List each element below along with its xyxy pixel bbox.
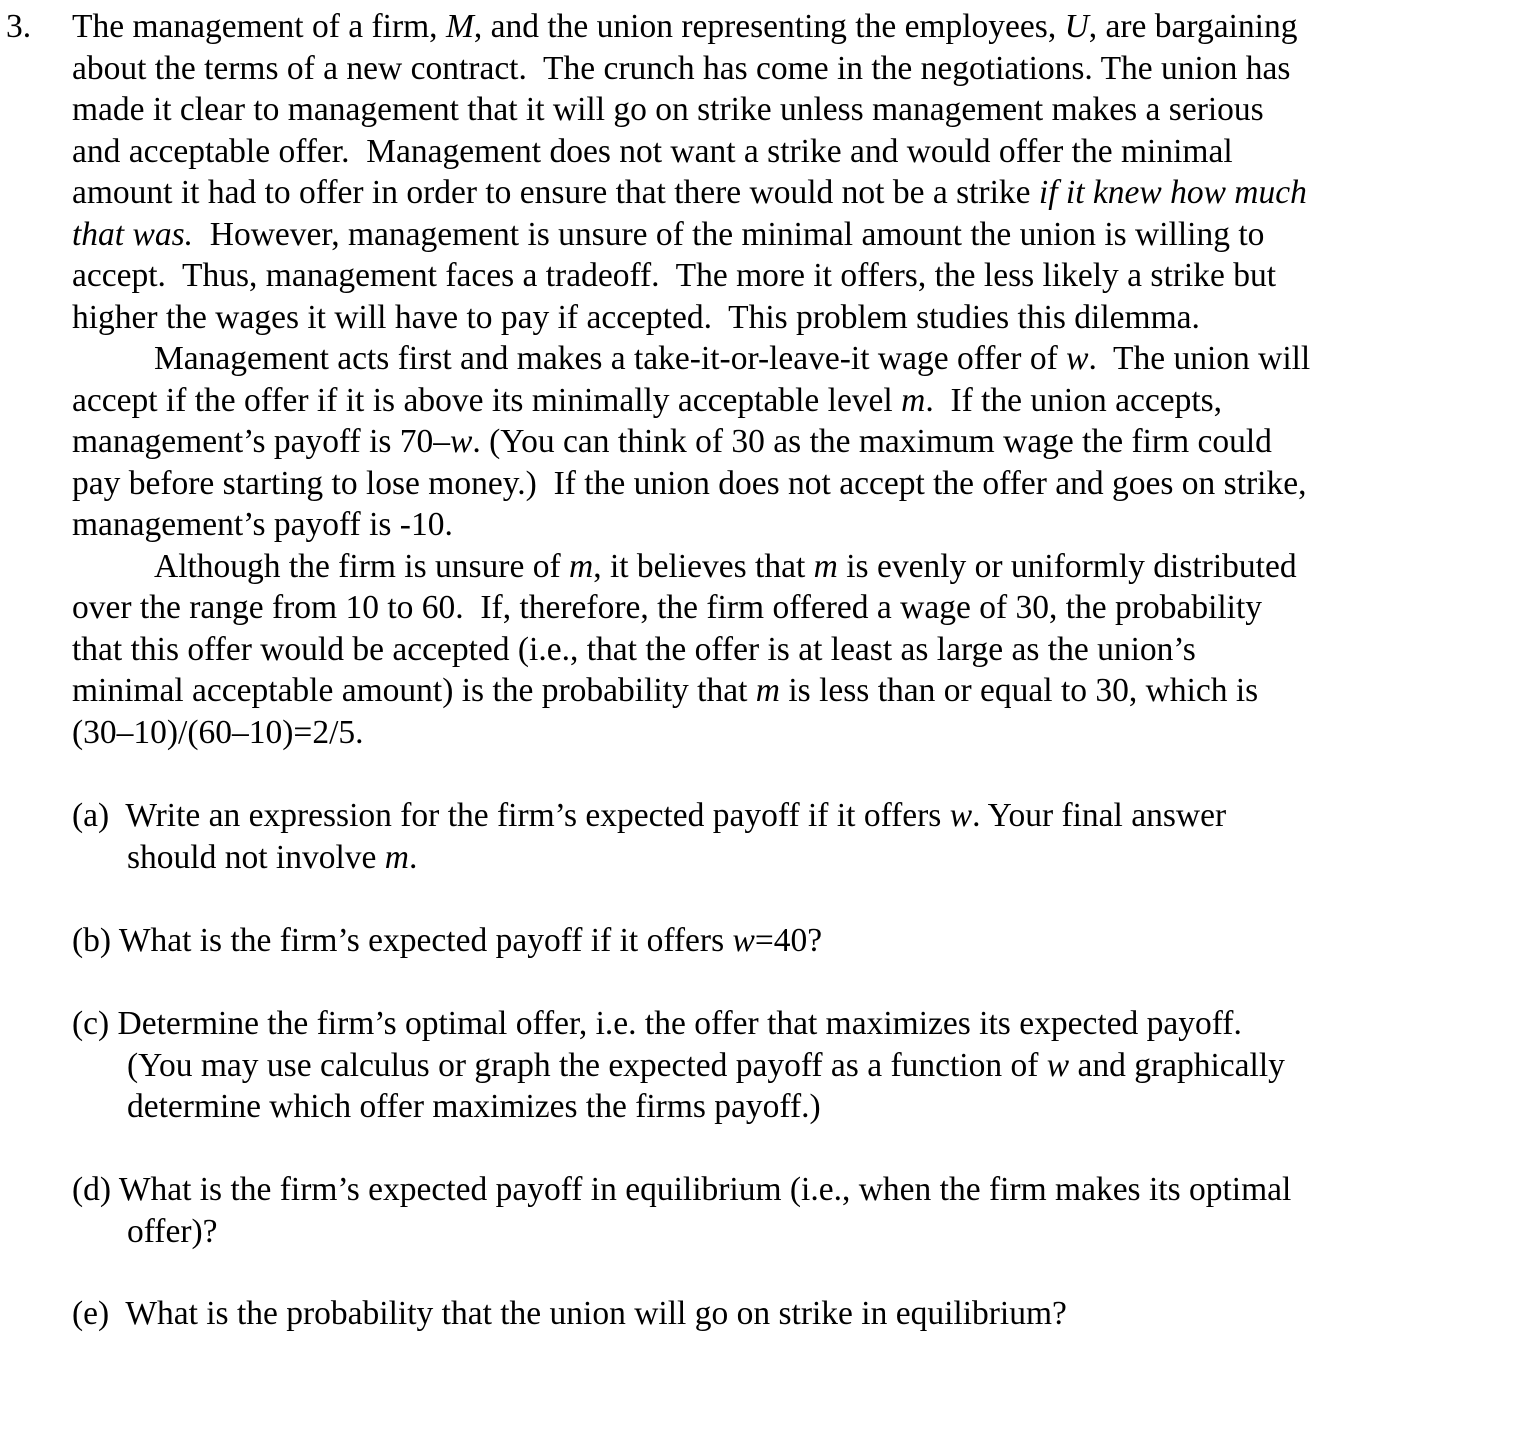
part-b xyxy=(72,920,1417,962)
stem-line xyxy=(72,214,1417,256)
text-segment: , it believes that xyxy=(593,547,814,585)
text-segment: . The union will xyxy=(1088,340,1311,377)
part-c-line xyxy=(72,1045,1417,1087)
stem-line xyxy=(72,338,1417,380)
text-segment: Management acts first and makes a take-it-or-leave-it wage offer of xyxy=(154,340,1067,377)
text-segment: minimal acceptable amount) is the probability that xyxy=(72,672,756,709)
part-c xyxy=(72,1003,1417,1128)
italic-text: m xyxy=(568,547,594,585)
italic-text: U xyxy=(1064,8,1089,45)
part-b-line xyxy=(72,920,1417,962)
text-segment: is less than or equal to 30, which is xyxy=(779,672,1259,709)
italic-text: m xyxy=(813,547,838,585)
italic-text: w xyxy=(1046,1046,1070,1084)
stem-line xyxy=(72,546,1417,588)
part-a xyxy=(72,795,1417,878)
problem-number: 3. xyxy=(6,8,32,45)
text-segment: management’s payoff is 70– xyxy=(72,423,451,460)
text-segment: amount it had to offer in order to ensure that there would not be a strike xyxy=(72,174,1039,211)
problem-stem xyxy=(72,6,1417,753)
text-segment: (30–10)/(60–10)=2/5. xyxy=(72,713,364,751)
text-segment: Although the firm is unsure of xyxy=(154,547,569,585)
text-segment: (e) What is the probability that the union will go on strike in equilibrium? xyxy=(72,1295,1067,1332)
part-e-line xyxy=(72,1293,1417,1335)
stem-line xyxy=(72,6,1417,48)
text-segment: . If the union accepts, xyxy=(925,381,1223,419)
text-segment: pay before starting to lose money.) If the union does not accept the offer and goes on strike, xyxy=(72,464,1307,502)
text-segment: is evenly or uniformly distributed xyxy=(837,547,1297,585)
text-segment: The management of a firm, xyxy=(72,8,446,45)
text-segment: However, management is unsure of the minimal amount the union is willing to xyxy=(193,215,1265,253)
stem-line xyxy=(72,89,1417,131)
italic-text: that was. xyxy=(72,215,193,253)
part-c-line xyxy=(72,1086,1417,1128)
italic-text: w xyxy=(949,797,973,834)
stem-line xyxy=(72,380,1417,422)
text-segment: . xyxy=(408,838,418,876)
part-d-line xyxy=(72,1169,1417,1211)
text-segment: offer)? xyxy=(127,1212,218,1250)
text-segment: over the range from 10 to 60. If, therefore, the firm offered a wage of 30, the probability xyxy=(72,589,1263,626)
text-segment: accept if the offer if it is above its minimally acceptable level xyxy=(72,381,902,419)
text-segment: =40? xyxy=(754,922,823,959)
text-segment: . (You can think of 30 as the maximum wage the firm could xyxy=(472,423,1272,460)
stem-line xyxy=(72,504,1417,546)
text-segment: and acceptable offer. Management does not want a strike and would offer the minimal xyxy=(72,132,1233,170)
part-c-line xyxy=(72,1003,1417,1045)
part-a-line xyxy=(72,837,1417,879)
italic-text: w xyxy=(450,423,473,460)
stem-line xyxy=(72,463,1417,505)
part-d xyxy=(72,1169,1417,1252)
text-segment: , are bargaining xyxy=(1088,8,1298,45)
text-segment: , and the union representing the employees, xyxy=(473,8,1065,45)
stem-line xyxy=(72,629,1417,671)
text-segment: (b) What is the firm’s expected payoff if it offers xyxy=(72,922,733,959)
text-segment: . Your final answer xyxy=(972,797,1227,834)
italic-text: w xyxy=(1066,340,1089,377)
text-segment: (d) What is the firm’s expected payoff in equilibrium (i.e., when the firm makes its optimal xyxy=(72,1171,1292,1208)
stem-line xyxy=(72,670,1417,712)
text-segment: (c) Determine the firm’s optimal offer, i.e. the offer that maximizes its expected payoff. xyxy=(72,1005,1242,1042)
text-segment: management’s payoff is -10. xyxy=(72,506,453,543)
italic-text: M xyxy=(445,8,474,45)
italic-text: if it knew how much xyxy=(1038,174,1307,211)
italic-text: w xyxy=(732,922,755,959)
text-segment: accept. Thus, management faces a tradeoff. The more it offers, the less likely a strike but xyxy=(72,257,1277,294)
italic-text: m xyxy=(901,381,926,419)
stem-line xyxy=(72,131,1417,173)
part-d-line xyxy=(72,1211,1417,1253)
italic-text: m xyxy=(755,672,780,709)
part-e xyxy=(72,1293,1417,1335)
text-segment: made it clear to management that it will go on strike unless management makes a serious xyxy=(72,91,1264,128)
text-segment: and graphically xyxy=(1069,1046,1285,1084)
stem-line xyxy=(72,48,1417,90)
text-segment: that this offer would be accepted (i.e., that the offer is at least as large as the union’s xyxy=(72,630,1196,668)
stem-line xyxy=(72,172,1417,214)
text-segment: about the terms of a new contract. The crunch has come in the negotiations. The union has xyxy=(72,49,1291,87)
stem-line xyxy=(72,255,1417,297)
text-segment: (a) Write an expression for the firm’s expected payoff if it offers xyxy=(72,797,950,834)
text-segment: (You may use calculus or graph the expected payoff as a function of xyxy=(127,1046,1047,1084)
italic-text: m xyxy=(384,838,409,876)
stem-line xyxy=(72,421,1417,463)
text-segment: should not involve xyxy=(127,838,385,876)
stem-line xyxy=(72,297,1417,339)
text-segment: determine which offer maximizes the firms payoff.) xyxy=(127,1088,821,1125)
text-segment: higher the wages it will have to pay if accepted. This problem studies this dilemma. xyxy=(72,298,1200,336)
stem-line xyxy=(72,712,1417,754)
part-a-line xyxy=(72,795,1417,837)
stem-line xyxy=(72,587,1417,629)
